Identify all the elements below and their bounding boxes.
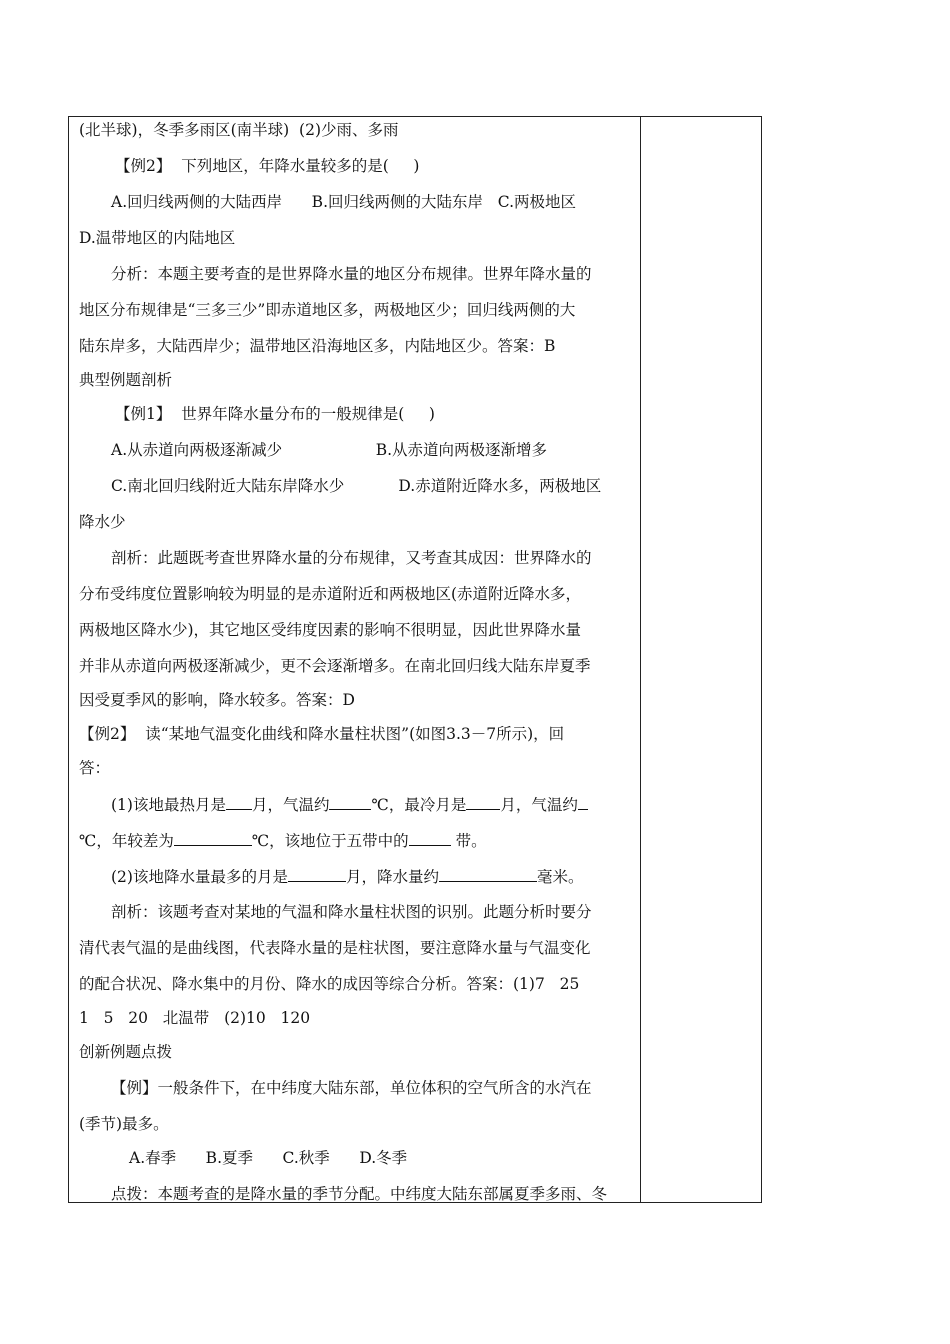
section-title: 创新例题点拨 xyxy=(79,1043,173,1061)
question-1-line xyxy=(79,830,487,851)
question-text: 月，降水量约 xyxy=(345,868,439,886)
analysis-text: 并非从赤道向两极逐渐减少，更不会逐渐增多。在南北回归线大陆东岸夏季 xyxy=(79,657,591,675)
question-text: 月，气温约 xyxy=(251,796,330,814)
question-text: 带。 xyxy=(450,832,487,850)
answer-blank[interactable] xyxy=(409,830,451,846)
question-2-line xyxy=(111,866,584,887)
answer-blank[interactable] xyxy=(288,866,346,882)
analysis-text: 陆东岸多，大陆西岸少；温带地区沿海地区多，内陆地区少。答案：B xyxy=(79,337,556,355)
question-text: ℃，最冷月是 xyxy=(371,796,467,814)
section-title: 典型例题剖析 xyxy=(79,371,173,389)
options-line: A.从赤道向两极逐渐减少 B.从赤道向两极逐渐增多 xyxy=(111,441,548,459)
example-heading: 【例2】 读“某地气温变化曲线和降水量柱状图”(如图3.3－7所示)，回 xyxy=(79,725,565,743)
text-line: (北半球)，冬季多雨区(南半球) (2)少雨、多雨 xyxy=(79,121,399,139)
answer-blank[interactable] xyxy=(466,794,500,810)
table-column-divider xyxy=(640,116,641,1203)
analysis-text: 地区分布规律是“三多三少”即赤道地区多，两极地区少；回归线两侧的大 xyxy=(79,301,576,319)
analysis-text: 点拨：本题考查的是降水量的季节分配。中纬度大陆东部属夏季多雨、冬 xyxy=(111,1185,608,1203)
analysis-text: 清代表气温的是曲线图，代表降水量的是柱状图，要注意降水量与气温变化 xyxy=(79,939,591,957)
options-line: A.春季 B.夏季 C.秋季 D.冬季 xyxy=(129,1149,408,1167)
question-1-line xyxy=(111,794,588,815)
question-text: ℃，该地位于五带中的 xyxy=(251,832,409,850)
answer-line: 1 5 20 北温带 (2)10 120 xyxy=(79,1009,311,1027)
options-line: C.南北回归线附近大陆东岸降水少 D.赤道附近降水多，两极地区 xyxy=(111,477,602,495)
answer-blank[interactable] xyxy=(174,830,252,846)
answer-blank[interactable] xyxy=(578,794,588,810)
options-line: A.回归线两侧的大陆西岸 B.回归线两侧的大陆东岸 C.两极地区 xyxy=(111,193,577,211)
analysis-text: 分析：本题主要考查的是世界降水量的地区分布规律。世界年降水量的 xyxy=(111,265,592,283)
analysis-text: 两极地区降水少)，其它地区受纬度因素的影响不很明显，因此世界降水量 xyxy=(79,621,582,639)
answer-blank[interactable] xyxy=(226,794,252,810)
options-line: 降水少 xyxy=(79,513,126,531)
options-line: D.温带地区的内陆地区 xyxy=(79,229,236,247)
analysis-text: 剖析：该题考查对某地的气温和降水量柱状图的识别。此题分析时要分 xyxy=(111,903,592,921)
question-text: 毫米。 xyxy=(536,868,584,886)
question-text: (1)该地最热月是 xyxy=(111,796,226,814)
answer-blank[interactable] xyxy=(439,866,537,882)
analysis-text: 因受夏季风的影响，降水较多。答案：D xyxy=(79,691,355,709)
text-line: 答： xyxy=(79,759,111,777)
analysis-text: 分布受纬度位置影响较为明显的是赤道附近和两极地区(赤道附近降水多， xyxy=(79,585,582,603)
example-heading: 【例】一般条件下，在中纬度大陆东部，单位体积的空气所含的水汽在 xyxy=(111,1079,592,1097)
example-heading: 【例2】 下列地区，年降水量较多的是( ) xyxy=(115,157,420,175)
answer-blank[interactable] xyxy=(329,794,371,810)
question-text: (2)该地降水量最多的月是 xyxy=(111,868,288,886)
example-heading: 【例1】 世界年降水量分布的一般规律是( ) xyxy=(115,405,435,423)
text-line: (季节)最多。 xyxy=(79,1115,169,1133)
question-text: ℃，年较差为 xyxy=(79,832,174,850)
analysis-text: 的配合状况、降水集中的月份、降水的成因等综合分析。答案：(1)7 25 xyxy=(79,975,580,993)
question-text: 月，气温约 xyxy=(500,796,578,814)
analysis-text: 剖析：此题既考查世界降水量的分布规律，又考查其成因：世界降水的 xyxy=(111,549,592,567)
